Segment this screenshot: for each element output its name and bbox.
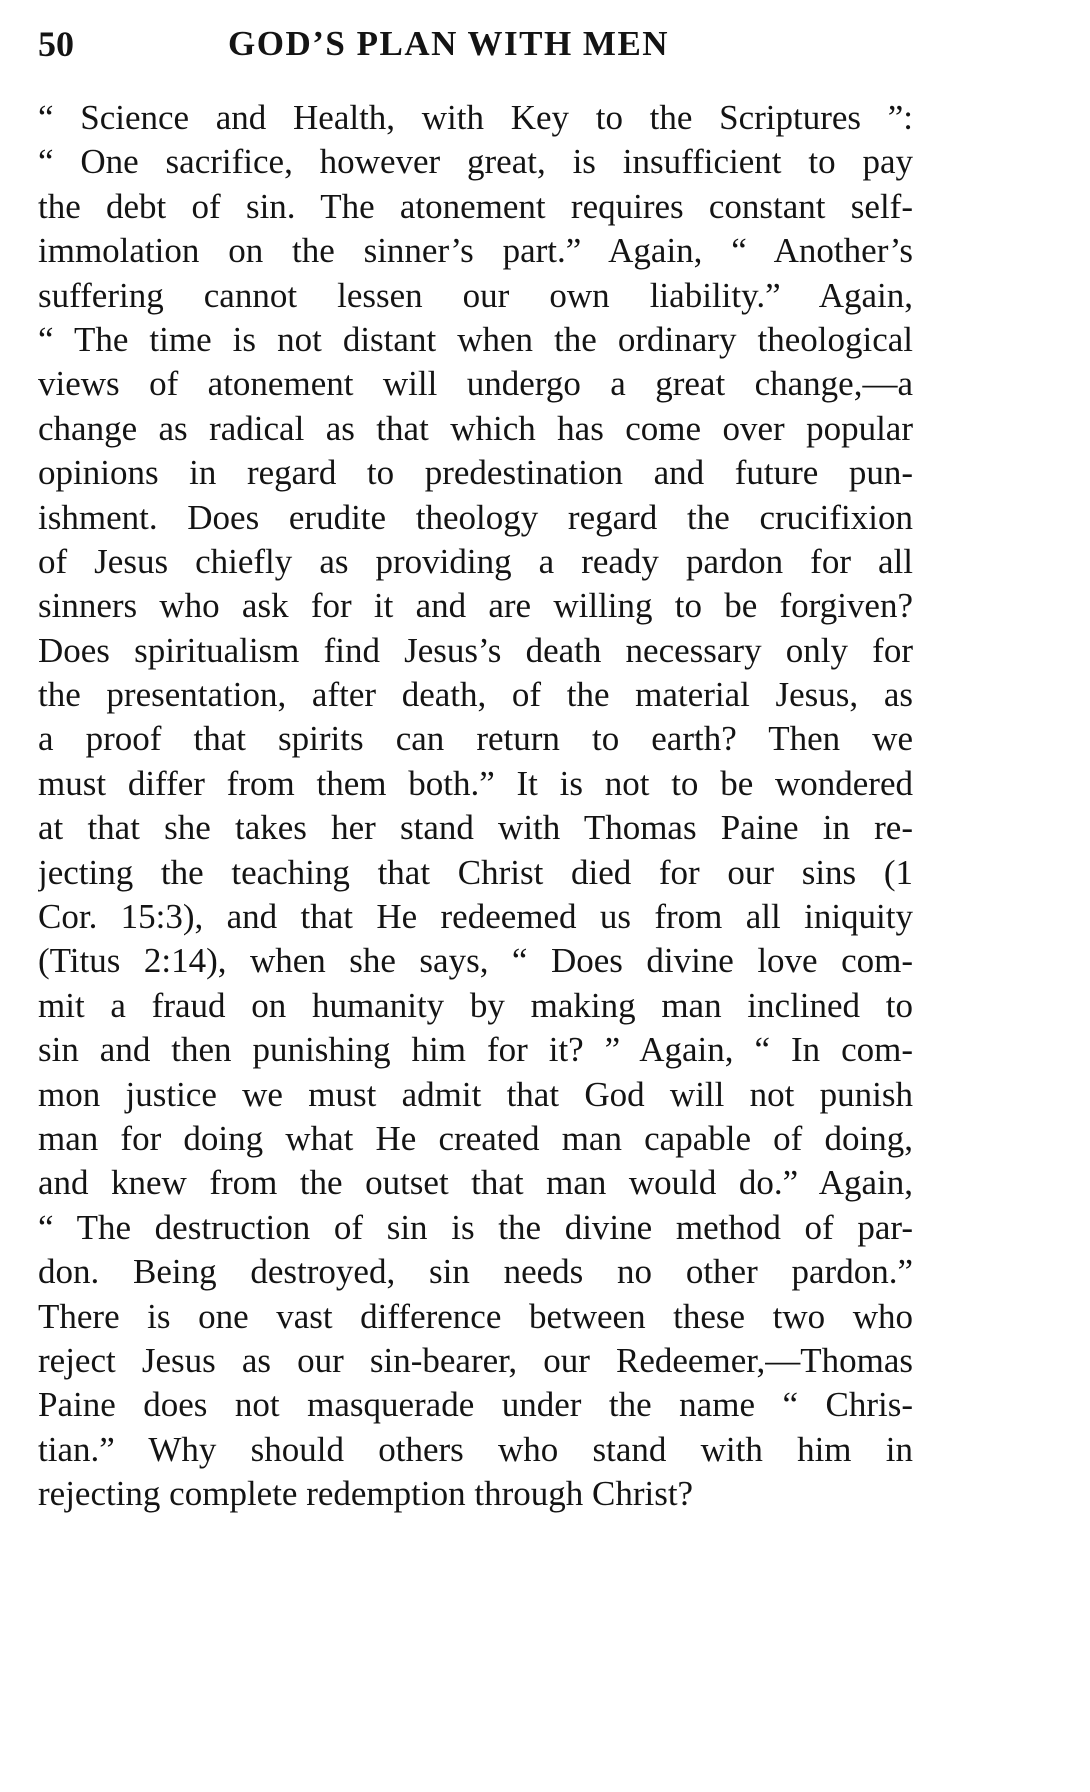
text-line: mit a fraud on humanity by making man inclined to <box>38 985 913 1025</box>
text-line: don. Being destroyed, sin needs no other pardon.” <box>38 1252 913 1292</box>
text-line: rejecting complete redemption through Christ? <box>38 1474 694 1514</box>
text-line: “ The destruction of sin is the divine method of par- <box>38 1207 913 1247</box>
text-line: tian.” Why should others who stand with him in <box>38 1429 913 1469</box>
text-line: immolation on the sinner’s part.” Again, “ Another’s <box>38 231 913 271</box>
text-line: There is one vast difference between these two who <box>38 1296 913 1336</box>
text-line: reject Jesus as our sin-bearer, our Redeemer,—Thomas <box>38 1340 913 1380</box>
page-number: 50 <box>38 24 74 64</box>
body-text <box>38 96 913 1517</box>
text-line: Paine does not masquerade under the name “ Chris- <box>38 1385 913 1425</box>
running-head <box>38 22 918 74</box>
text-line: at that she takes her stand with Thomas Paine in re- <box>38 808 913 848</box>
text-line: (Titus 2:14), when she says, “ Does divine love com- <box>38 941 913 981</box>
text-line: of Jesus chiefly as providing a ready pardon for all <box>38 541 913 581</box>
text-line: the debt of sin. The atonement requires constant self- <box>38 186 913 226</box>
text-line: mon justice we must admit that God will not punish <box>38 1074 913 1114</box>
text-line: man for doing what He created man capable of doing, <box>38 1118 913 1158</box>
text-line: views of atonement will undergo a great change,—a <box>38 364 913 404</box>
running-title: GOD’S PLAN WITH MEN <box>228 24 670 63</box>
text-line: “ The time is not distant when the ordinary theological <box>38 319 913 359</box>
text-line: “ One sacrifice, however great, is insufficient to pay <box>38 142 913 182</box>
text-line: must differ from them both.” It is not to be wondered <box>38 763 913 803</box>
text-line: Does spiritualism find Jesus’s death necessary only for <box>38 630 913 670</box>
text-line: “ Science and Health, with Key to the Scriptures ”: <box>38 98 913 137</box>
text-line: a proof that spirits can return to earth? Then we <box>38 719 913 759</box>
text-line: sin and then punishing him for it? ” Again, “ In com- <box>38 1030 913 1070</box>
text-line: Cor. 15:3), and that He redeemed us from all iniquity <box>38 897 913 937</box>
text-line: the presentation, after death, of the material Jesus, as <box>38 675 913 715</box>
text-line: suffering cannot lessen our own liability.” Again, <box>38 275 913 315</box>
text-line: jecting the teaching that Christ died for our sins (1 <box>38 852 913 892</box>
text-line: ishment. Does erudite theology regard the crucifixion <box>38 497 913 537</box>
text-line: change as radical as that which has come over popular <box>38 408 913 448</box>
text-line: opinions in regard to predestination and future pun- <box>38 453 913 493</box>
text-line: and knew from the outset that man would do.” Again, <box>38 1163 913 1203</box>
text-line: sinners who ask for it and are willing to be forgiven? <box>38 586 913 626</box>
